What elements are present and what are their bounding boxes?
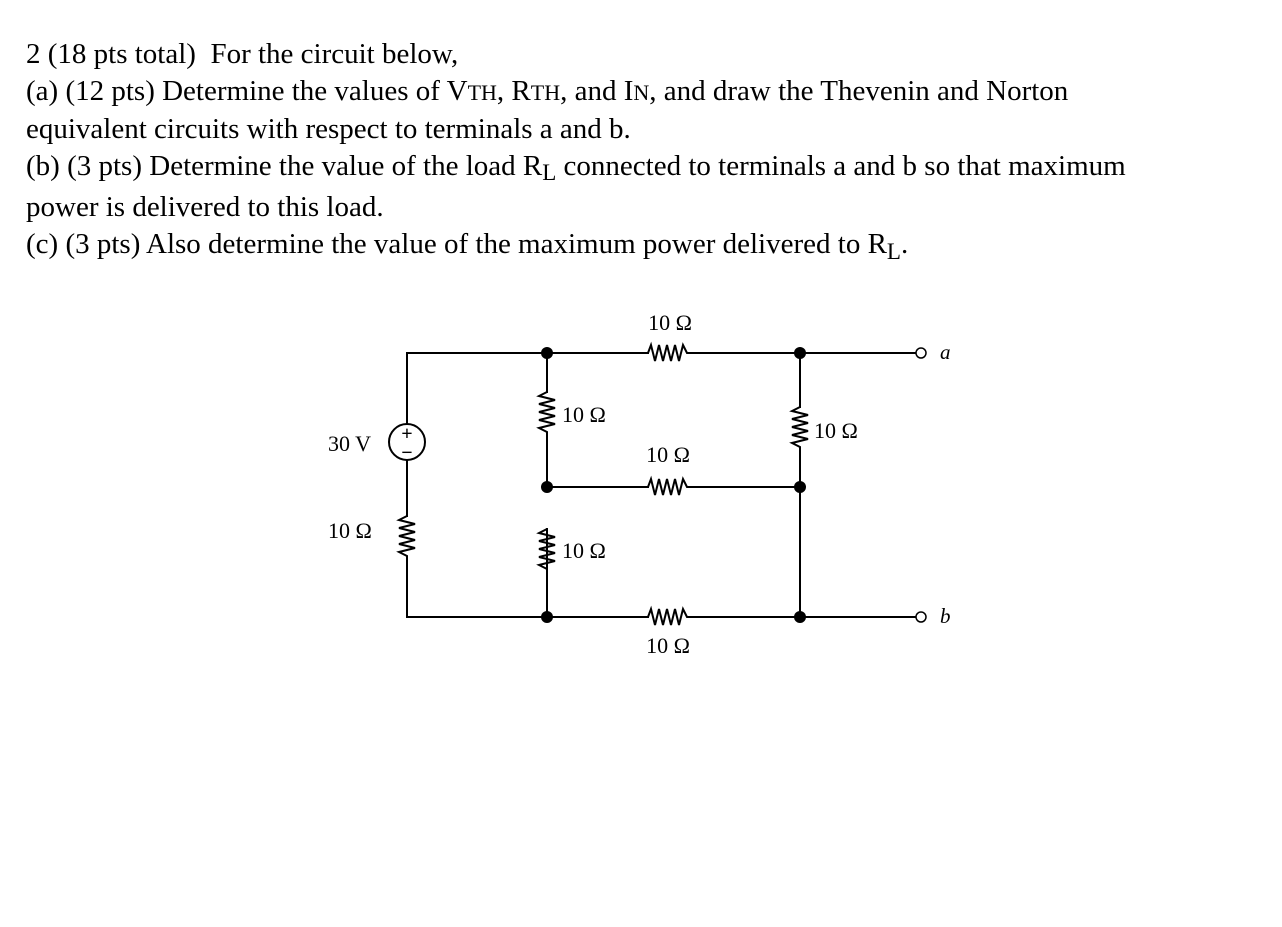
resistor-middle-horizontal (648, 479, 690, 495)
problem-total-points: (18 pts total) (47, 38, 196, 70)
label-source-voltage: 30 V (328, 431, 371, 456)
part-a-label: (a) (26, 75, 59, 107)
resistor-left-upper (539, 392, 555, 434)
node (794, 481, 806, 493)
part-b-label: (b) (26, 150, 60, 182)
label-bottom-middle-resistor: 10 Ω (646, 633, 690, 658)
node (541, 481, 553, 493)
part-b-line-2: power is delivered to this load. (26, 191, 384, 223)
label-right-vertical-resistor: 10 Ω (814, 418, 858, 443)
part-a-line-2: equivalent circuits with respect to terminals a and b. (26, 113, 631, 145)
part-a-text: , and draw the Thevenin and Norton (649, 75, 1069, 107)
in-subscript: N (633, 80, 650, 105)
resistor-right-vertical (792, 407, 808, 449)
problem-intro: For the circuit below, (210, 38, 459, 70)
part-a-points: (12 pts) (65, 75, 155, 107)
source-plus-sign: + (401, 423, 413, 445)
part-c-text: Also determine the value of the maximum power delivered to R (146, 228, 887, 260)
label-left-lower-resistor: 10 Ω (562, 538, 606, 563)
source-minus-sign: − (401, 442, 413, 464)
part-c-points: (3 pts) (65, 228, 141, 260)
part-a-text: , and I (560, 75, 634, 107)
node (541, 347, 553, 359)
rth-subscript: TH (530, 80, 561, 105)
label-source-series-resistor: 10 Ω (328, 518, 372, 543)
node (794, 611, 806, 623)
label-left-upper-resistor: 10 Ω (562, 402, 606, 427)
part-c-text: . (900, 228, 909, 260)
label-terminal-b: b (940, 604, 951, 628)
part-b-text: Determine the value of the load R (149, 150, 543, 182)
problem-number: 2 (26, 38, 41, 70)
label-top-middle-resistor: 10 Ω (648, 310, 692, 335)
terminal-a (916, 348, 926, 358)
part-b-text: connected to terminals a and b so that maximum (556, 150, 1126, 182)
terminal-b (916, 612, 926, 622)
part-a-text: , R (496, 75, 531, 107)
part-a-text: Determine the values of V (162, 75, 468, 107)
resistor-bottom-middle (648, 609, 690, 625)
rl-subscript: L (886, 239, 901, 264)
resistor-source-series (399, 516, 415, 557)
vth-subscript: TH (467, 80, 497, 105)
node (794, 347, 806, 359)
node (541, 611, 553, 623)
rl-subscript: L (542, 160, 557, 185)
part-b-points: (3 pts) (67, 150, 142, 182)
voltage-source (389, 423, 425, 464)
label-terminal-a: a (940, 340, 951, 364)
label-middle-horizontal-resistor: 10 Ω (646, 442, 690, 467)
resistor-top-middle (648, 345, 690, 361)
part-c-label: (c) (26, 228, 59, 260)
